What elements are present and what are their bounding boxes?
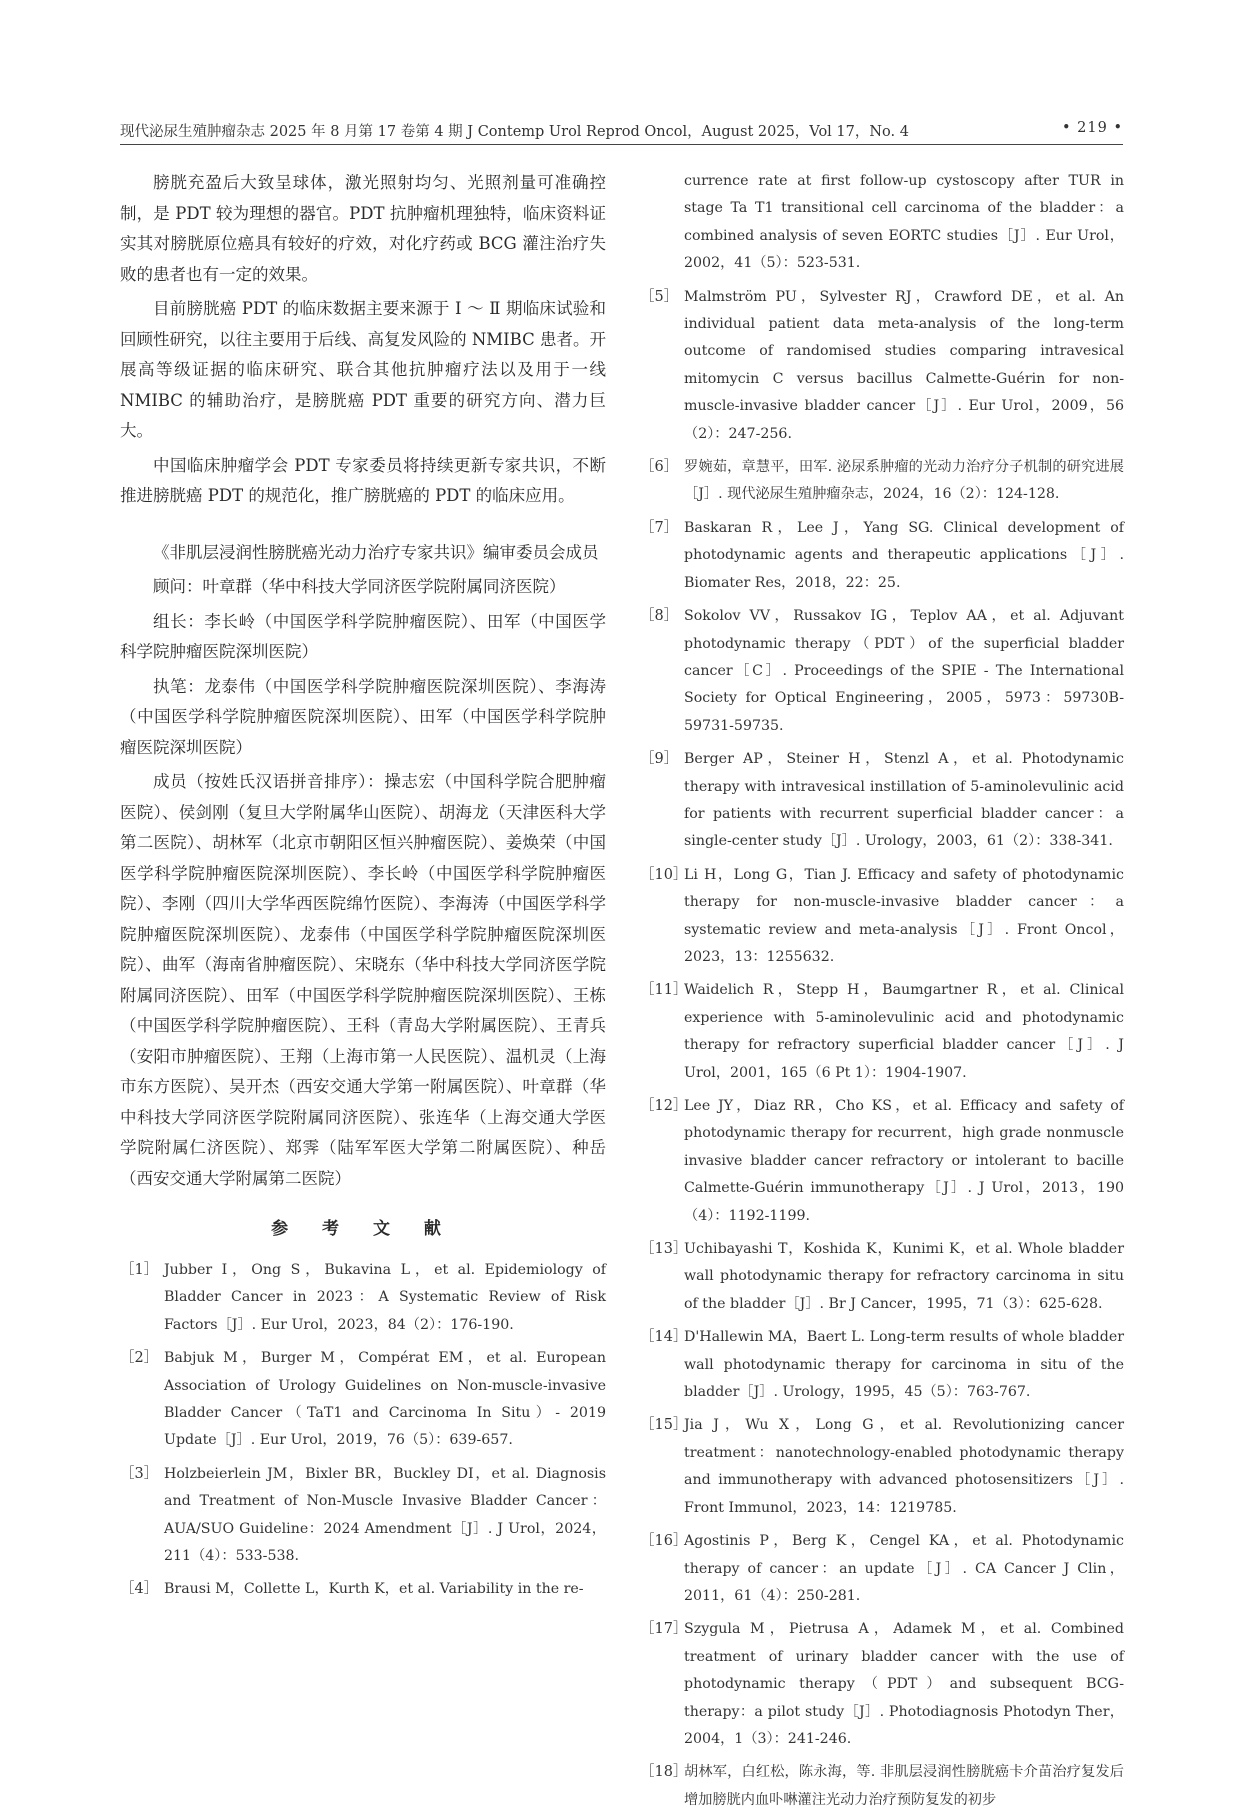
reference-text: Baskaran R，Lee J，Yang SG. Clinical development of photodynamic agents and therapeutic applications［J］. Biomater Res，2018，22：25. bbox=[684, 519, 1124, 591]
reference-item bbox=[640, 862, 1124, 972]
reference-number: ［12］ bbox=[640, 1098, 688, 1114]
reference-item bbox=[640, 1616, 1124, 1753]
reference-text: Sokolov VV，Russakov IG，Teplov AA，et al. Adjuvant photodynamic therapy（PDT）of the superficial bladder cancer［C］. Proceedings of the SPIE - The International Society for Optical Engineering，2005，5973：59730B-59731-59735. bbox=[684, 608, 1124, 734]
reference-item bbox=[640, 515, 1124, 597]
body-paragraph: 膀胱充盈后大致呈球体，激光照射均匀、光照剂量可准确控制，是 PDT 较为理想的器官。PDT 抗肿瘤机理独特，临床资料证实其对膀胱原位癌具有较好的疗效，对化疗药或 BCG 灌注治疗失败的患者也有一定的效果。 bbox=[120, 173, 606, 284]
reference-item bbox=[640, 1324, 1124, 1406]
reference-text: Jubber I，Ong S，Bukavina L，et al. Epidemiology of Bladder Cancer in 2023：A Systematic Review of Risk Factors［J］. Eur Urol，2023，84（2）：176-190. bbox=[164, 1262, 606, 1333]
body-paragraph: 中国临床肿瘤学会 PDT 专家委员将持续更新专家共识，不断推进膀胱癌 PDT 的规范化，推广膀胱癌的 PDT 的临床应用。 bbox=[120, 455, 606, 505]
running-header bbox=[120, 120, 1123, 146]
committee-advisor: 顾问：叶章群（华中科技大学同济医学院附属同济医院） bbox=[153, 577, 566, 596]
reference-text: Lee JY，Diaz RR，Cho KS，et al. Efficacy and safety of photodynamic therapy for recurrent，high grade nonmuscle invasive bladder cancer refractory or intolerant to bacille Calmette-Guérin immunotherapy［J］. J Urol，2013，190（4）：1192-1199. bbox=[684, 1098, 1124, 1224]
journal-header: 现代泌尿生殖肿瘤杂志 2025 年 8 月第 17 卷第 4 期 J Contemp Urol Reprod Oncol，August 2025，Vol 17，No. 4 bbox=[120, 124, 909, 140]
committee-leaders: 组长：李长岭（中国医学科学院肿瘤医院）、田军（中国医学科学院肿瘤医院深圳医院） bbox=[120, 611, 606, 661]
reference-item bbox=[120, 1257, 606, 1339]
reference-number: ［15］ bbox=[640, 1417, 688, 1434]
section-gap bbox=[120, 516, 606, 538]
committee-writers: 执笔：龙泰伟（中国医学科学院肿瘤医院深圳医院）、李海涛（中国医学科学院肿瘤医院深圳医院）、田军（中国医学科学院肿瘤医院深圳医院） bbox=[120, 676, 606, 757]
reference-text: Berger AP，Steiner H，Stenzl A，et al. Photodynamic therapy with intravesical instillation of 5-aminolevulinic acid for patients with recurrent superficial bladder cancer：a single-center study［J］. Urology，2003，61（2）：338-341. bbox=[684, 751, 1124, 850]
reference-number: ［3］ bbox=[120, 1465, 159, 1482]
header-rule bbox=[120, 144, 1123, 145]
left-column bbox=[120, 168, 606, 1610]
reference-number: ［6］ bbox=[640, 459, 679, 476]
reference-number: ［17］ bbox=[640, 1621, 688, 1638]
reference-number: ［8］ bbox=[640, 608, 679, 625]
body-paragraph: 目前膀胱癌 PDT 的临床数据主要来源于 Ⅰ ～ Ⅱ 期临床试验和回顾性研究，以往主要用于后线、高复发风险的 NMIBC 患者。开展高等级证据的临床研究、联合其他抗肿瘤疗法以及用于一线 NMIBC 的辅助治疗，是膀胱癌 PDT 重要的研究方向、潜力巨大。 bbox=[120, 299, 606, 440]
reference-item bbox=[640, 1093, 1124, 1230]
reference-item bbox=[640, 1236, 1124, 1318]
committee-members: 成员（按姓氏汉语拼音排序）：操志宏（中国科学院合肥肿瘤医院）、侯剑刚（复旦大学附属华山医院）、胡海龙（天津医科大学第二医院）、胡林军（北京市朝阳区恒兴肿瘤医院）、姜焕荣（中国医学科学院肿瘤医院深圳医院）、李长岭（中国医学科学院肿瘤医院）、李刚（四川大学华西医院绵竹医院）、李海涛（中国医学科学院肿瘤医院深圳医院）、龙泰伟（中国医学科学院肿瘤医院深圳医院）、曲军（海南省肿瘤医院）、宋晓东（华中科技大学同济医学院附属同济医院）、田军（中国医学科学院肿瘤医院深圳医院）、王栋（中国医学科学院肿瘤医院）、王科（青岛大学附属医院）、王青兵（安阳市肿瘤医院）、王翔（上海市第一人民医院）、温机灵（上海市东方医院）、吴开杰（西安交通大学第一附属医院）、叶章群（华中科技大学同济医学院附属同济医院）、张连华（上海交通大学医学院附属仁济医院）、郑霁（陆军军医大学第二附属医院）、种岳（西安交通大学附属第二医院） bbox=[120, 772, 606, 1188]
reference-item bbox=[640, 1528, 1124, 1610]
reference-number: ［18］ bbox=[640, 1764, 688, 1781]
reference-number: ［2］ bbox=[120, 1350, 159, 1367]
reference-item bbox=[640, 1759, 1124, 1814]
references-heading: 参 考 文 献 bbox=[271, 1219, 455, 1239]
reference-item bbox=[640, 746, 1124, 856]
reference-text: currence rate at first follow-up cystoscopy after TUR in stage Ta T1 transitional cell carcinoma of the bladder：a combined analysis of seven EORTC studies［J］. Eur Urol，2002，41（5）：523-531. bbox=[684, 173, 1124, 272]
reference-number: ［5］ bbox=[640, 288, 679, 305]
reference-number: ［10］ bbox=[640, 866, 688, 883]
reference-text: Uchibayashi T，Koshida K，Kunimi K，et al. Whole bladder wall photodynamic therapy for refractory carcinoma in situ of the bladder［J］. Br J Cancer，1995，71（3）：625-628. bbox=[684, 1241, 1124, 1312]
reference-item bbox=[640, 454, 1124, 509]
reference-item bbox=[640, 1412, 1124, 1522]
reference-text: Babjuk M，Burger M，Compérat EM，et al. European Association of Urology Guidelines on Non-muscle-invasive Bladder Cancer（TaT1 and Carcinoma In Situ）- 2019 Update［J］. Eur Urol，2019，76（5）：639-657. bbox=[164, 1350, 606, 1449]
reference-text: Waidelich R，Stepp H，Baumgartner R，et al. Clinical experience with 5-aminolevulinic acid and photodynamic therapy for refractory superficial bladder cancer［J］. J Urol，2001，165（6 Pt 1）：1904-1907. bbox=[684, 982, 1124, 1081]
reference-number: ［7］ bbox=[640, 519, 679, 536]
reference-text: Szygula M，Pietrusa A，Adamek M，et al. Combined treatment of urinary bladder cancer with the use of photodynamic therapy（PDT）and subsequent BCG-therapy：a pilot study［J］. Photodiagnosis Photodyn Ther，2004，1（3）：241-246. bbox=[684, 1621, 1124, 1747]
reference-text: Brausi M，Collette L，Kurth K，et al. Variability in the re- bbox=[164, 1581, 584, 1598]
reference-text: Agostinis P，Berg K，Cengel KA，et al. Photodynamic therapy of cancer：an update［J］. CA Cancer J Clin，2011，61（4）：250-281. bbox=[684, 1533, 1124, 1604]
reference-text: Li H，Long G，Tian J. Efficacy and safety of photodynamic therapy for non-muscle-invasive bladder cancer：a systematic review and meta-analysis［J］. Front Oncol，2023，13：1255632. bbox=[684, 866, 1124, 965]
reference-item bbox=[120, 1461, 606, 1571]
reference-item bbox=[120, 1576, 606, 1603]
reference-number: ［13］ bbox=[640, 1241, 688, 1258]
reference-number: ［14］ bbox=[640, 1329, 688, 1346]
reference-text: Holzbeierlein JM，Bixler BR，Buckley DI，et al. Diagnosis and Treatment of Non-Muscle Invasive Bladder Cancer：AUA/SUO Guideline：2024 Amendment［J］. J Urol，2024，211（4）：533-538. bbox=[164, 1465, 606, 1565]
reference-item bbox=[640, 168, 1124, 278]
reference-text: Malmström PU，Sylvester RJ，Crawford DE，et al. An individual patient data meta-analysis of the long-term outcome of randomised studies comparing intravesical mitomycin C versus bacillus Calmette-Guérin for non-muscle-invasive bladder cancer［J］. Eur Urol，2009，56（2）：247-256. bbox=[684, 288, 1124, 442]
reference-text: D'Hallewin MA，Baert L. Long-term results of whole bladder wall photodynamic therapy for carcinoma in situ of the bladder［J］. Urology，1995，45（5）：763-767. bbox=[684, 1329, 1125, 1401]
reference-text: 胡林军，白红松，陈永海，等. 非肌层浸润性膀胱癌卡介苗治疗复发后增加膀胱内血卟啉灌注光动力治疗预防复发的初步 bbox=[684, 1764, 1124, 1808]
reference-text: Jia J，Wu X，Long G，et al. Revolutionizing cancer treatment：nanotechnology-enabled photodynamic therapy and immunotherapy with advanced photosensitizers［J］. Front Immunol，2023，14：1219785. bbox=[684, 1417, 1124, 1516]
reference-text: 罗婉茹，章慧平，田军. 泌尿系肿瘤的光动力治疗分子机制的研究进展［J］. 现代泌尿生殖肿瘤杂志，2024，16（2）：124-128. bbox=[684, 459, 1124, 503]
reference-item bbox=[640, 284, 1124, 448]
right-column bbox=[640, 168, 1124, 1820]
reference-number: ［4］ bbox=[120, 1581, 159, 1598]
page-number: • 219 • bbox=[1062, 120, 1123, 136]
reference-number: ［1］ bbox=[120, 1262, 159, 1278]
reference-item bbox=[120, 1345, 606, 1455]
committee-title: 《非肌层浸润性膀胱癌光动力治疗专家共识》编审委员会成员 bbox=[153, 542, 599, 562]
reference-number: ［16］ bbox=[640, 1533, 688, 1550]
reference-number: ［11］ bbox=[640, 982, 688, 999]
reference-item bbox=[640, 603, 1124, 740]
reference-number: ［9］ bbox=[640, 751, 679, 768]
reference-item bbox=[640, 977, 1124, 1087]
